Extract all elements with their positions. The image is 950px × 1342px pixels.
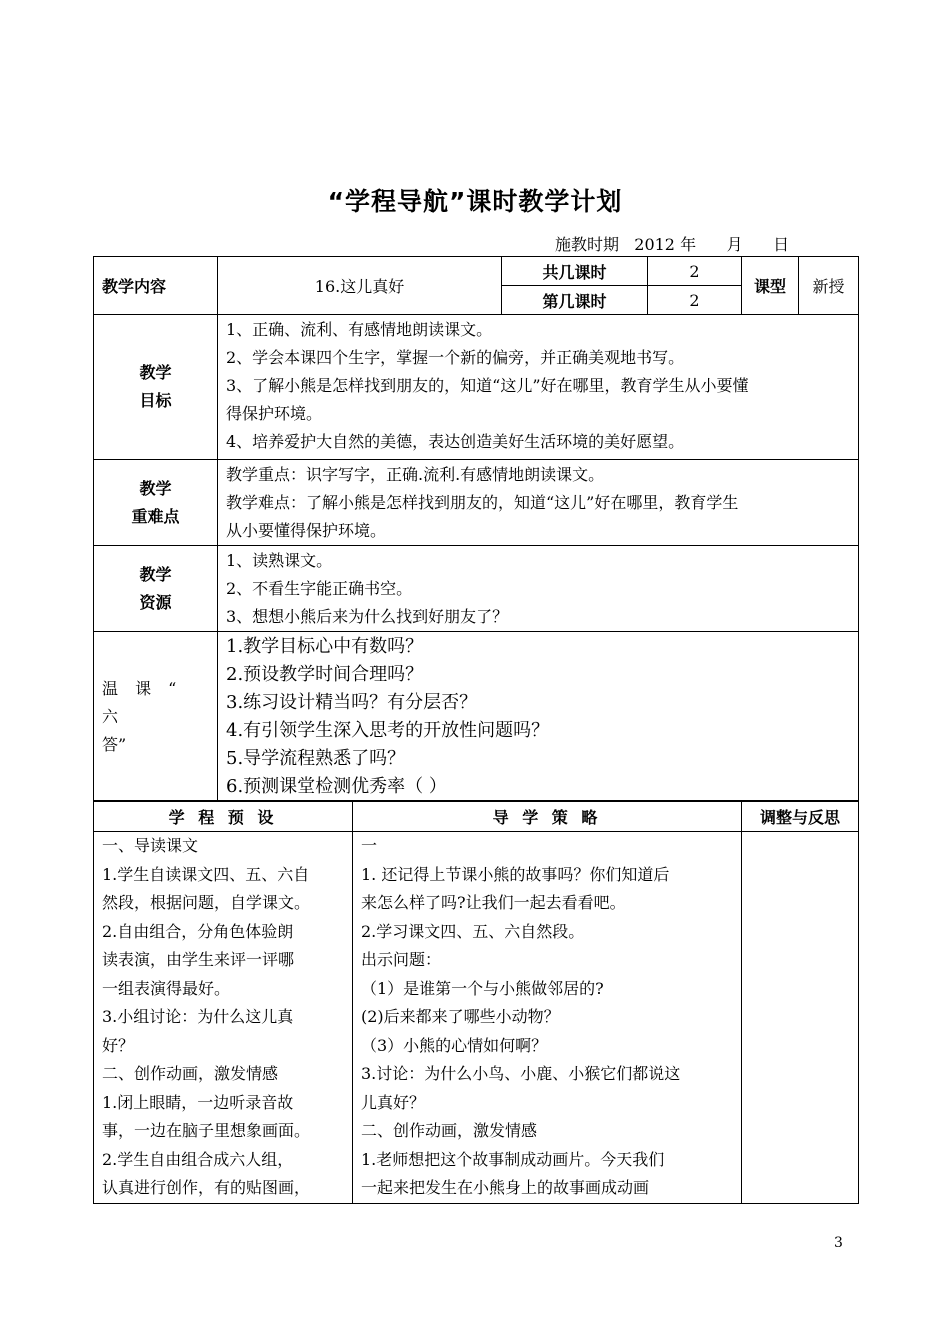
period-number-label: 第几课时: [502, 286, 648, 315]
lesson-type-value: 新授: [799, 257, 859, 315]
strategy-line: 1.老师想把这个故事制成动画片。今天我们: [361, 1149, 665, 1169]
process-col3-header: 调整与反思: [742, 801, 859, 832]
process-line: 一、导读课文: [102, 836, 199, 855]
strategy-line: 一: [361, 836, 378, 855]
process-line: 读表演，由学生来评一评哪: [102, 950, 295, 969]
goal-line: 得保护环境。: [226, 404, 323, 423]
process-line: 一组表演得最好。: [102, 978, 231, 998]
review-label-line: 温 课 “ 六: [102, 678, 183, 726]
strategy-line: 2.学习课文四、五、六自然段。: [361, 921, 585, 941]
goals-label: [94, 315, 218, 460]
process-line: 认真进行创作，有的贴图画，: [102, 1178, 311, 1197]
process-line: 好？: [102, 1035, 135, 1055]
strategy-line: 1. 还记得上节课小熊的故事吗？你们知道后: [361, 864, 670, 884]
content-label: 教学内容: [94, 257, 218, 315]
strategy-line: 儿真好？: [361, 1092, 426, 1112]
period-number-value: 2: [648, 286, 742, 315]
goals-label-line: 目标: [139, 391, 172, 410]
process-col2-header: 导 学 策 略: [353, 801, 742, 832]
learning-process-column: [94, 832, 353, 1204]
process-line: 2.自由组合，分角色体验朗: [102, 921, 294, 941]
goals-content: [218, 315, 859, 460]
key-points-label: [94, 460, 218, 546]
resources-content: [218, 546, 859, 632]
total-periods-value: 2: [648, 257, 742, 286]
strategy-line: (2)后来都来了哪些小动物？: [361, 1007, 560, 1026]
strategy-line: 二、创作动画，激发情感: [361, 1121, 538, 1140]
goal-line: 3、了解小熊是怎样找到朋友的，知道“这儿”好在哪里，教育学生从小要懂: [226, 376, 749, 395]
review-question: 6.预测课堂检测优秀率（ ）: [226, 776, 447, 797]
strategy-line: 出示问题：: [361, 950, 442, 969]
review-question: 1.教学目标心中有数吗？: [226, 636, 424, 657]
goal-line: 2、学会本课四个生字，掌握一个新的偏旁，并正确美观地书写。: [226, 348, 685, 367]
review-question: 2.预设教学时间合理吗？: [226, 664, 424, 685]
page-number: 3: [834, 1235, 843, 1251]
teaching-date-line: 施教时期 2012 年 月 日: [555, 235, 790, 254]
resources-label: [94, 546, 218, 632]
strategy-line: （3）小熊的心情如何啊？: [361, 1035, 548, 1055]
process-line: 1.闭上眼睛，一边听录音故: [102, 1092, 294, 1112]
document-title: “学程导航”课时教学计划: [327, 187, 623, 216]
review-label-line: 答”: [102, 734, 127, 754]
lesson-plan-table: [93, 256, 859, 802]
key-points-label-line: 教学: [139, 478, 172, 498]
review-question: 4.有引领学生深入思考的开放性问题吗？: [226, 720, 550, 741]
guidance-strategy-column: [353, 832, 742, 1204]
process-line: 二、创作动画，激发情感: [102, 1064, 279, 1083]
resource-line: 3、想想小熊后来为什么找到好朋友了？: [226, 607, 509, 626]
resource-line: 2、不看生字能正确书空。: [226, 579, 413, 598]
content-value: 16.这儿真好: [218, 257, 502, 315]
process-line: 然段，根据问题，自学课文。: [102, 893, 311, 912]
process-line: 事，一边在脑子里想象画面。: [102, 1121, 311, 1140]
goals-label-line: 教学: [139, 363, 172, 382]
strategy-line: （1）是谁第一个与小熊做邻居的?: [361, 978, 604, 998]
review-label: [94, 632, 218, 802]
goal-line: 4、培养爱护大自然的美德，表达创造美好生活环境的美好愿望。: [226, 432, 685, 451]
review-content: [218, 632, 859, 802]
resources-label-line: 教学: [139, 564, 172, 584]
resource-line: 1、读熟课文。: [226, 551, 333, 570]
key-point-line: 从小要懂得保护环境。: [226, 521, 387, 540]
process-col1-header: 学 程 预 设: [94, 801, 353, 832]
goal-line: 1、正确、流利、有感情地朗读课文。: [226, 320, 493, 339]
strategy-line: 3.讨论：为什么小鸟、小鹿、小猴它们都说这: [361, 1064, 681, 1083]
review-question: 5.导学流程熟悉了吗？: [226, 748, 406, 769]
strategy-line: 来怎么样了吗?让我们一起去看看吧。: [361, 893, 626, 912]
process-line: 1.学生自读课文四、五、六自: [102, 864, 310, 884]
resources-label-line: 资源: [139, 592, 172, 612]
adjustment-reflection-column: [742, 832, 859, 1204]
total-periods-label: 共几课时: [502, 257, 648, 286]
key-point-line: 教学难点：了解小熊是怎样找到朋友的，知道“这儿”好在哪里，教育学生: [226, 493, 739, 512]
process-line: 2.学生自由组合成六人组，: [102, 1149, 294, 1169]
key-points-content: [218, 460, 859, 546]
review-question: 3.练习设计精当吗？有分层否？: [226, 692, 478, 713]
key-points-label-line: 重难点: [131, 506, 180, 526]
lesson-type-label: 课型: [742, 257, 799, 315]
key-point-line: 教学重点：识字写字，正确.流利.有感情地朗读课文。: [226, 465, 605, 484]
strategy-line: 一起来把发生在小熊身上的故事画成动画: [361, 1178, 650, 1197]
learning-process-table: [93, 800, 859, 1204]
process-line: 3.小组讨论：为什么这儿真: [102, 1007, 294, 1026]
